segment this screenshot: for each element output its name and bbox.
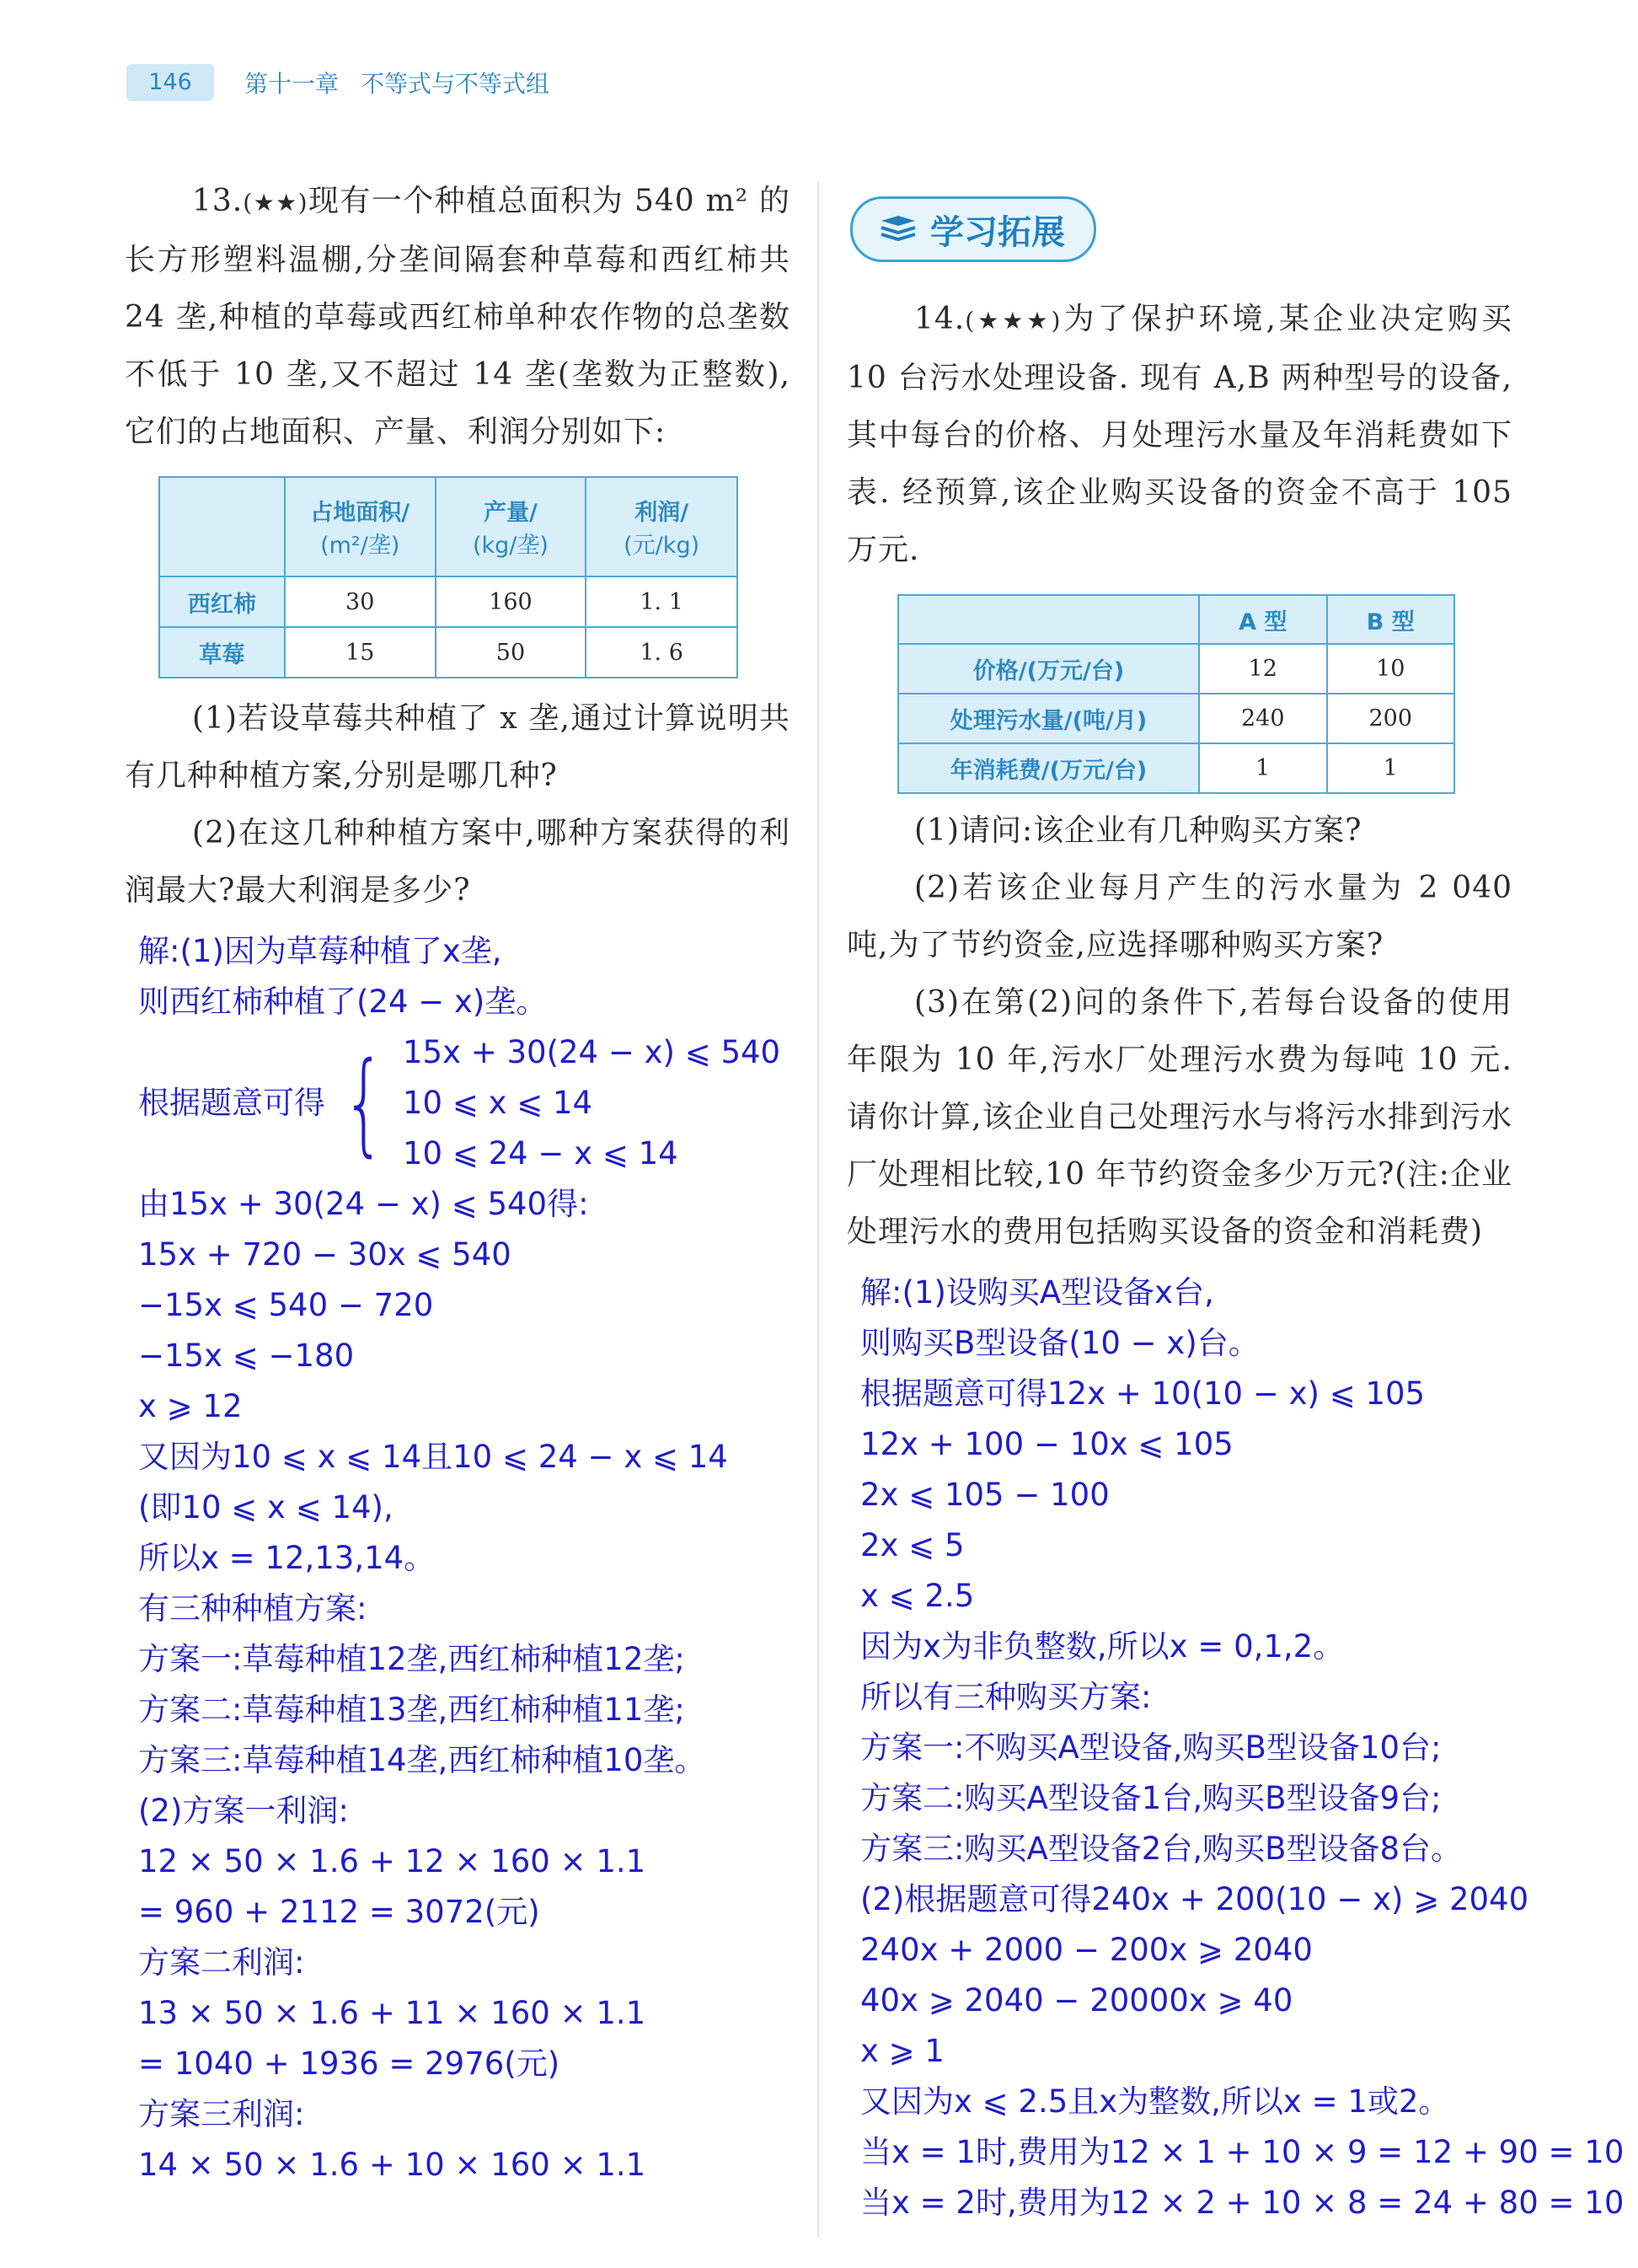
solution-line: −15x ⩽ 540 − 720 bbox=[138, 1287, 434, 1323]
solution-line: x ⩽ 2.5 bbox=[860, 1578, 975, 1614]
system-equations bbox=[403, 1027, 780, 1179]
solution-line: 14 × 50 × 1.6 + 10 × 160 × 1.1 bbox=[138, 2147, 646, 2183]
q13-statement bbox=[125, 173, 790, 461]
solution-line: 13 × 50 × 1.6 + 11 × 160 × 1.1 bbox=[138, 1995, 646, 2031]
q14-solution bbox=[860, 1268, 1625, 2228]
table-cell: 10 bbox=[1327, 644, 1455, 694]
table-row bbox=[159, 627, 737, 678]
table-cell: 1 bbox=[1199, 743, 1326, 793]
q14-col-header: A 型 bbox=[1199, 595, 1326, 644]
solution-line: (2)方案一利润: bbox=[138, 1793, 349, 1829]
q14-row-label: 价格/(万元/台) bbox=[898, 644, 1199, 694]
table-cell: 200 bbox=[1327, 694, 1455, 743]
q13-parts bbox=[125, 690, 790, 920]
solution-line: 当x = 2时,费用为12 × 2 + 10 × 8 = 24 + 80 = 10 bbox=[860, 2185, 1625, 2221]
chapter-title: 不等式与不等式组 bbox=[361, 70, 550, 98]
table-row bbox=[898, 694, 1454, 743]
system-line: 10 ⩽ 24 − x ⩽ 14 bbox=[402, 1135, 678, 1172]
solution-line: 所以有三种购买方案: bbox=[860, 1679, 1152, 1715]
system-line: 10 ⩽ x ⩽ 14 bbox=[402, 1085, 593, 1121]
table-cell: 160 bbox=[436, 576, 586, 627]
question-14-column bbox=[847, 173, 1625, 2228]
q14-number: 14. bbox=[914, 302, 966, 336]
solution-line: 12x + 100 − 10x ⩽ 105 bbox=[860, 1426, 1234, 1462]
q14-row-label: 年消耗费/(万元/台) bbox=[898, 743, 1199, 793]
table-cell: 1. 6 bbox=[586, 627, 737, 678]
solution-line: 当x = 1时,费用为12 × 1 + 10 × 9 = 12 + 90 = 10 bbox=[860, 2134, 1625, 2170]
solution-line: 15x + 720 − 30x ⩽ 540 bbox=[138, 1236, 511, 1273]
solution-line: 由15x + 30(24 − x) ⩽ 540得: bbox=[138, 1186, 589, 1222]
q13-text: 现有一个种植总面积为 540 m² 的长方形塑料温棚,分垄间隔套种草莓和西红柿共 24 垄,种植的草莓或西红柿单种农作物的总垄数不低于 10 垄,又不超过 14 垄(垄数为正整数),它们的占地面积、产量、利润分别如下: bbox=[125, 184, 790, 449]
solution-line: 所以x = 12,13,14。 bbox=[138, 1540, 436, 1576]
inequality-system bbox=[138, 1027, 790, 1179]
table-cell: 50 bbox=[436, 627, 586, 678]
q13-solution bbox=[138, 926, 790, 2190]
solution-line: 解:(1)设购买A型设备x台, bbox=[860, 1274, 1214, 1311]
q13-part2: (2)在这几种种植方案中,哪种方案获得的利润最大?最大利润是多少? bbox=[125, 816, 790, 908]
solution-line: (即10 ⩽ x ⩽ 14), bbox=[138, 1489, 393, 1525]
q14-row-label: 处理污水量/(吨/月) bbox=[898, 694, 1199, 743]
q13-table-corner bbox=[159, 477, 285, 576]
q13-row-label: 西红柿 bbox=[159, 576, 285, 627]
table-cell: 240 bbox=[1199, 694, 1326, 743]
q14-parts bbox=[847, 802, 1512, 1261]
solution-line: 12 × 50 × 1.6 + 12 × 160 × 1.1 bbox=[138, 1843, 646, 1879]
q14-part1: (1)请问:该企业有几种购买方案? bbox=[914, 813, 1362, 848]
solution-line: 方案二利润: bbox=[138, 1944, 305, 1981]
q14-table-corner bbox=[898, 595, 1199, 644]
book-stack-icon bbox=[878, 212, 918, 246]
q13-table bbox=[158, 476, 738, 678]
solution-line: 方案三利润: bbox=[138, 2096, 305, 2132]
q13-difficulty-stars: (★★) bbox=[243, 189, 308, 217]
table-row bbox=[898, 644, 1454, 694]
q13-part1: (1)若设草莓共种植了 x 垄,通过计算说明共有几种种植方案,分别是哪几种? bbox=[125, 701, 790, 793]
q14-table bbox=[897, 594, 1455, 794]
solution-line: 则西红柿种植了(24 − x)垄。 bbox=[138, 984, 548, 1020]
solution-line: (2)根据题意可得240x + 200(10 − x) ⩾ 2040 bbox=[860, 1881, 1529, 1917]
solution-line: 因为x为非负整数,所以x = 0,1,2。 bbox=[860, 1628, 1345, 1665]
solution-line: 方案二:草莓种植13垄,西红柿种植11垄; bbox=[138, 1692, 685, 1728]
solution-line: 方案三:购买A型设备2台,购买B型设备8台。 bbox=[860, 1831, 1463, 1867]
solution-line: −15x ⩽ −180 bbox=[138, 1338, 355, 1374]
table-cell: 1. 1 bbox=[586, 576, 737, 627]
table-cell: 12 bbox=[1199, 644, 1326, 694]
q14-difficulty-stars: (★★★) bbox=[965, 307, 1062, 335]
solution-line: 240x + 2000 − 200x ⩾ 2040 bbox=[860, 1932, 1313, 1968]
solution-line: 方案三:草莓种植14垄,西红柿种植10垄。 bbox=[138, 1742, 706, 1778]
solution-line: 40x ⩾ 2040 − 20000x ⩾ 40 bbox=[860, 1982, 1293, 2019]
page-number: 146 bbox=[126, 64, 214, 101]
solution-line: 方案一:草莓种植12垄,西红柿种植12垄; bbox=[138, 1641, 685, 1677]
q13-col-header: 占地面积/ (m²/垄) bbox=[285, 477, 436, 576]
table-row bbox=[898, 743, 1454, 793]
section-banner bbox=[850, 196, 1096, 262]
table-cell: 30 bbox=[285, 576, 436, 627]
solution-line: 方案一:不购买A型设备,购买B型设备10台; bbox=[860, 1729, 1442, 1766]
solution-line: 2x ⩽ 105 − 100 bbox=[860, 1477, 1110, 1513]
q13-number: 13. bbox=[192, 184, 244, 218]
left-brace-icon: { bbox=[342, 1038, 386, 1168]
solution-line: x ⩾ 1 bbox=[860, 2033, 945, 2069]
solution-line: = 960 + 2112 = 3072(元) bbox=[138, 1894, 540, 1930]
solution-line: 又因为x ⩽ 2.5且x为整数,所以x = 1或2。 bbox=[860, 2083, 1450, 2120]
chapter-label: 第十一章 bbox=[244, 70, 340, 98]
banner-title: 学习拓展 bbox=[930, 212, 1065, 252]
solution-line: 2x ⩽ 5 bbox=[860, 1527, 965, 1563]
solution-line: 则购买B型设备(10 − x)台。 bbox=[860, 1325, 1260, 1361]
table-cell: 15 bbox=[285, 627, 436, 678]
q14-text: 为了保护环境,某企业决定购买 10 台污水处理设备. 现有 A,B 两种型号的设备,其中每台的价格、月处理污水量及年消耗费如下表. 经预算,该企业购买设备的资金不高于 105 万元. bbox=[847, 302, 1512, 567]
solution-line: = 1040 + 1936 = 2976(元) bbox=[138, 2045, 560, 2082]
solution-line: 解:(1)因为草莓种植了x垄, bbox=[138, 933, 502, 969]
q13-row-label: 草莓 bbox=[159, 627, 285, 678]
solution-line: 又因为10 ⩽ x ⩽ 14且10 ⩽ 24 − x ⩽ 14 bbox=[138, 1439, 728, 1475]
table-cell: 1 bbox=[1327, 743, 1455, 793]
system-intro: 根据题意可得 bbox=[138, 1085, 325, 1121]
column-divider bbox=[817, 181, 819, 2238]
chapter-heading bbox=[244, 66, 549, 99]
table-row bbox=[159, 576, 737, 627]
solution-line: x ⩾ 12 bbox=[138, 1388, 243, 1424]
q14-col-header: B 型 bbox=[1327, 595, 1455, 644]
question-13 bbox=[125, 173, 790, 2190]
q13-col-header: 利润/ (元/kg) bbox=[586, 477, 737, 576]
q14-part3: (3)在第(2)问的条件下,若每台设备的使用年限为 10 年,污水厂处理污水费为每吨 10 元. 请你计算,该企业自己处理污水与将污水排到污水厂处理相比较,10 年节约资金多少万元?(注:企业处理污水的费用包括购买设备的资金和消耗费) bbox=[847, 985, 1512, 1249]
solution-line: 有三种种植方案: bbox=[138, 1590, 367, 1627]
solution-line: 方案二:购买A型设备1台,购买B型设备9台; bbox=[860, 1780, 1442, 1816]
system-line: 15x + 30(24 − x) ⩽ 540 bbox=[402, 1034, 781, 1070]
solution-line: 根据题意可得12x + 10(10 − x) ⩽ 105 bbox=[860, 1375, 1426, 1412]
q14-statement bbox=[847, 291, 1512, 579]
q13-col-header: 产量/ (kg/垄) bbox=[436, 477, 586, 576]
q14-part2: (2)若该企业每月产生的污水量为 2 040 吨,为了节约资金,应选择哪种购买方案? bbox=[847, 871, 1512, 962]
